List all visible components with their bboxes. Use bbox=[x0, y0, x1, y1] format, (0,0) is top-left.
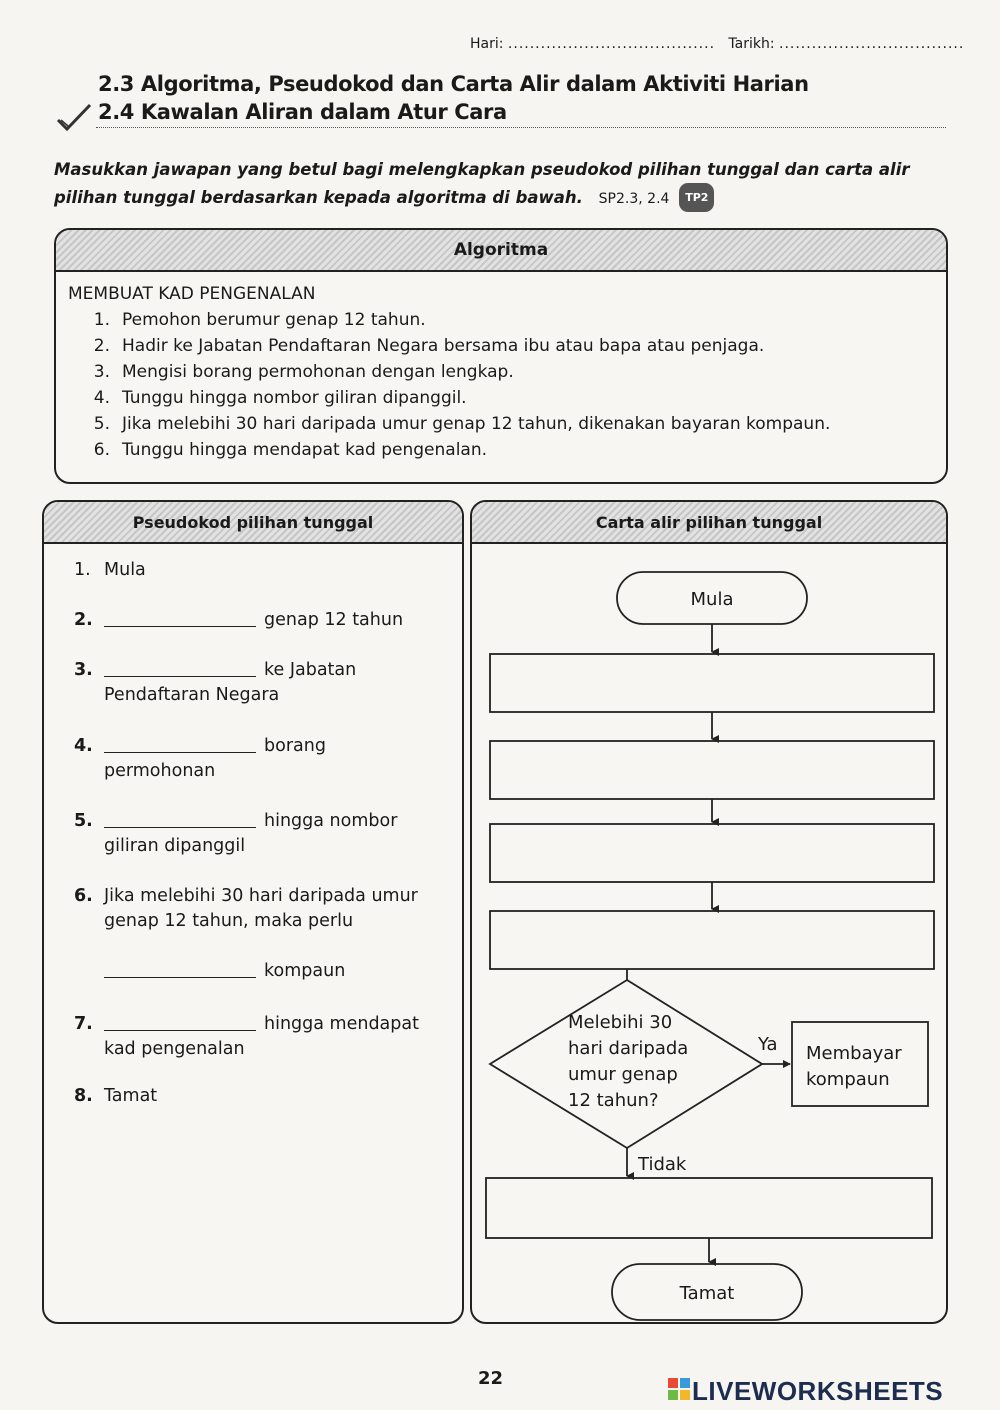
pseudocode-heading: Pseudokod pilihan tunggal bbox=[44, 502, 462, 544]
line-number: 6. bbox=[74, 886, 93, 906]
decision-line-3: umur genap bbox=[568, 1064, 678, 1085]
step-number: 5. bbox=[93, 414, 110, 434]
algorithm-step bbox=[68, 307, 932, 333]
line-number: 4. bbox=[74, 736, 93, 756]
line-number: 2. bbox=[74, 610, 93, 630]
answer-blank-6[interactable] bbox=[104, 977, 256, 978]
yes-box-line-2: kompaun bbox=[806, 1069, 890, 1090]
page-number: 22 bbox=[478, 1368, 504, 1389]
line-text: Jika melebihi 30 hari daripada umur genap 12 tahun, maka perlu bbox=[104, 886, 418, 931]
line-text: Mula bbox=[104, 560, 146, 580]
pseudocode-line-6 bbox=[76, 884, 446, 984]
line-number: 5. bbox=[74, 811, 93, 831]
pseudocode-box bbox=[42, 500, 464, 1324]
yes-box-line-1: Membayar bbox=[806, 1043, 902, 1064]
algorithm-step bbox=[68, 385, 932, 411]
line-text: ke Jabatan Pendaftaran Negara bbox=[104, 660, 357, 705]
flowchart-box bbox=[470, 500, 948, 1324]
yes-process-box bbox=[792, 1022, 928, 1106]
algorithm-box bbox=[54, 228, 948, 484]
answer-blank-3[interactable] bbox=[104, 676, 256, 677]
tp-badge: TP2 bbox=[679, 183, 714, 212]
tarikh-label: Tarikh: bbox=[728, 36, 775, 52]
hari-label: Hari: bbox=[470, 36, 504, 52]
line-text: borang permohonan bbox=[104, 736, 326, 781]
liveworksheets-logo-icon bbox=[668, 1378, 690, 1400]
yes-label: Ya bbox=[758, 1034, 778, 1055]
hari-field[interactable]: ...................................... bbox=[507, 36, 716, 52]
step-text: Jika melebihi 30 hari daripada umur genap 12 tahun, dikenakan bayaran kompaun. bbox=[122, 414, 831, 434]
section-title-2-4: 2.4 Kawalan Aliran dalam Atur Cara bbox=[98, 100, 507, 124]
line-number: 7. bbox=[74, 1014, 93, 1034]
pseudocode-line-5 bbox=[76, 809, 436, 859]
no-label: Tidak bbox=[638, 1154, 687, 1175]
algorithm-step bbox=[68, 359, 932, 385]
tarikh-field[interactable]: .................................. bbox=[779, 36, 965, 52]
instruction bbox=[54, 156, 954, 213]
answer-blank-4[interactable] bbox=[104, 752, 256, 753]
decision-line-1: Melebihi 30 bbox=[568, 1012, 673, 1033]
line-text-after: kompaun bbox=[264, 961, 346, 981]
brand-watermark: LIVEWORKSHEETS bbox=[692, 1376, 944, 1406]
process-box-4[interactable] bbox=[490, 911, 934, 969]
process-box-1[interactable] bbox=[490, 654, 934, 712]
step-text: Hadir ke Jabatan Pendaftaran Negara bersama ibu atau bapa atau penjaga. bbox=[122, 336, 765, 356]
line-text: genap 12 tahun bbox=[264, 610, 404, 630]
checkmark-icon bbox=[56, 102, 92, 132]
step-number: 4. bbox=[93, 388, 110, 408]
decision-line-2: hari daripada bbox=[568, 1038, 689, 1059]
line-text: hingga mendapat kad pengenalan bbox=[104, 1014, 419, 1059]
step-text: Tunggu hingga nombor giliran dipanggil. bbox=[122, 388, 467, 408]
algorithm-step bbox=[68, 333, 932, 359]
end-label: Tamat bbox=[679, 1283, 735, 1304]
step-text: Tunggu hingga mendapat kad pengenalan. bbox=[122, 440, 488, 460]
line-text: Tamat bbox=[104, 1086, 158, 1106]
title-divider bbox=[96, 127, 946, 128]
algorithm-heading: Algoritma bbox=[56, 230, 946, 272]
answer-blank-5[interactable] bbox=[104, 827, 256, 828]
line-text: hingga nombor giliran dipanggil bbox=[104, 811, 398, 856]
flowchart-heading: Carta alir pilihan tunggal bbox=[472, 502, 946, 544]
line-number: 8. bbox=[74, 1086, 93, 1106]
standard-code: SP2.3, 2.4 bbox=[598, 191, 670, 207]
step-number: 2. bbox=[93, 336, 110, 356]
step-text: Mengisi borang permohonan dengan lengkap. bbox=[122, 362, 514, 382]
pseudocode-line-3 bbox=[76, 658, 386, 708]
decision-line-4: 12 tahun? bbox=[568, 1090, 659, 1111]
pseudocode-line-2 bbox=[76, 608, 403, 633]
answer-blank-2[interactable] bbox=[104, 626, 256, 627]
line-number: 3. bbox=[74, 660, 93, 680]
instruction-text: Masukkan jawapan yang betul bagi melengkapkan pseudokod pilihan tunggal dan carta alir pilihan tunggal berdasarkan kepada algoritma di bawah. bbox=[54, 160, 910, 207]
flowchart-diagram bbox=[472, 502, 946, 1322]
pseudocode-line-8 bbox=[76, 1084, 157, 1109]
process-box-3[interactable] bbox=[490, 824, 934, 882]
process-box-2[interactable] bbox=[490, 741, 934, 799]
pseudocode-line-4 bbox=[76, 734, 376, 784]
answer-blank-7[interactable] bbox=[104, 1030, 256, 1031]
step-number: 1. bbox=[93, 310, 110, 330]
step-number: 3. bbox=[93, 362, 110, 382]
pseudocode-line-1 bbox=[76, 558, 146, 583]
pseudocode-line-7 bbox=[76, 1012, 446, 1062]
line-number: 1. bbox=[74, 560, 91, 580]
algorithm-step bbox=[68, 437, 932, 463]
step-number: 6. bbox=[93, 440, 110, 460]
section-title-2-3: 2.3 Algoritma, Pseudokod dan Carta Alir dalam Aktiviti Harian bbox=[98, 72, 809, 96]
start-label: Mula bbox=[690, 589, 734, 610]
algorithm-title: MEMBUAT KAD PENGENALAN bbox=[68, 284, 316, 304]
process-box-5[interactable] bbox=[486, 1178, 932, 1238]
step-text: Pemohon berumur genap 12 tahun. bbox=[122, 310, 426, 330]
algorithm-step bbox=[68, 411, 932, 437]
date-row bbox=[470, 36, 964, 52]
